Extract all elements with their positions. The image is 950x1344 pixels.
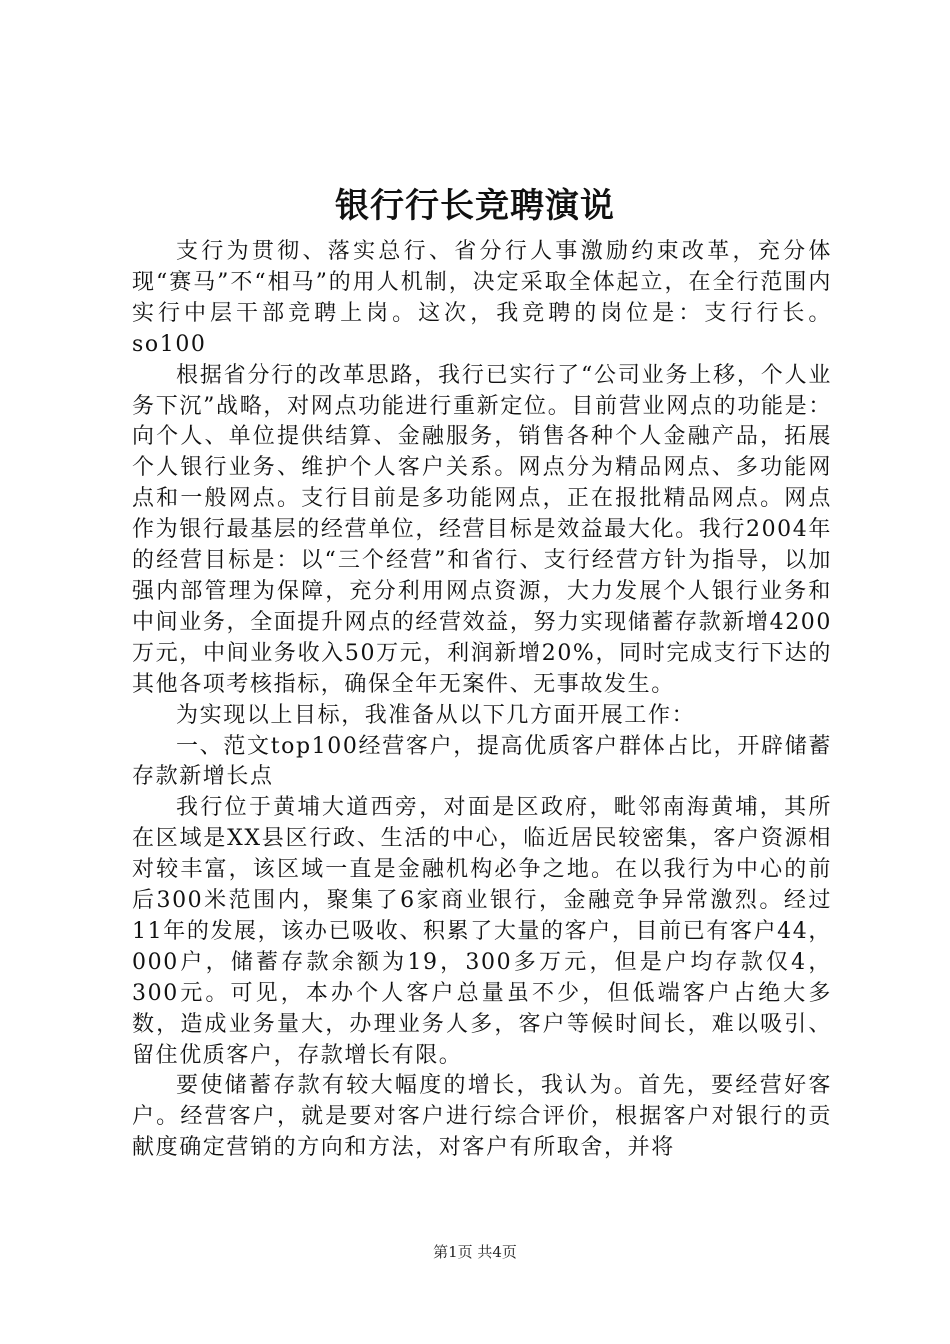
paragraph-intro: 支行为贯彻、落实总行、省分行人事激励约束改革，充分体现“赛马”不“相马”的用人机制，决定采取全体起立，在全行范围内实行中层干部竞聘上岗。这次，我竞聘的岗位是：支行行长。so100 xyxy=(132,239,832,357)
document-body xyxy=(132,237,832,1164)
paragraph-location: 我行位于黄埔大道西旁，对面是区政府，毗邻南海黄埔，其所在区域是XX县区行政、生活的中心，临近居民较密集，客户资源相对较丰富，该区域一直是金融机构必争之地。在以我行为中心的前后300米范围内，聚集了6家商业银行，金融竞争异常激烈。经过11年的发展，该办已吸收、积累了大量的客户，目前已有客户44，000户，储蓄存款余额为19，300多万元，但是户均存款仅4，300元。可见，本办个人客户总量虽不少，但低端客户占绝大多数，造成业务量大，办理业务人多，客户等候时间长，难以吸引、留住优质客户，存款增长有限。 xyxy=(132,795,832,1068)
page-number: 第1页 xyxy=(433,1243,473,1261)
page-footer xyxy=(0,1241,950,1263)
section-heading-1: 一、范文top100经营客户，提高优质客户群体占比，开辟储蓄存款新增长点 xyxy=(132,733,832,790)
paragraph-plan-intro: 为实现以上目标，我准备从以下几方面开展工作： xyxy=(176,702,696,728)
paragraph-deposit-growth: 要使储蓄存款有较大幅度的增长，我认为。首先，要经营好客户。经营客户，就是要对客户进行综合评价，根据客户对银行的贡献度确定营销的方向和方法，对客户有所取舍，并将 xyxy=(132,1073,832,1161)
page-total: 共4页 xyxy=(477,1243,517,1261)
document-title: 银行行长竞聘演说 xyxy=(335,186,615,226)
paragraph-strategy: 根据省分行的改革思路，我行已实行了“公司业务上移，个人业务下沉”战略，对网点功能进行重新定位。目前营业网点的功能是：向个人、单位提供结算、金融服务，销售各种个人金融产品，拓展个人银行业务、维护个人客户关系。网点分为精品网点、多功能网点和一般网点。支行目前是多功能网点，正在报批精品网点。网点作为银行最基层的经营单位，经营目标是效益最大化。我行2004年的经营目标是：以“三个经营”和省行、支行经营方针为指导，以加强内部管理为保障，充分利用网点资源，大力发展个人银行业务和中间业务，全面提升网点的经营效益，努力实现储蓄存款新增4200万元，中间业务收入50万元，利润新增20%，同时完成支行下达的其他各项考核指标，确保全年无案件、无事故发生。 xyxy=(132,362,832,697)
